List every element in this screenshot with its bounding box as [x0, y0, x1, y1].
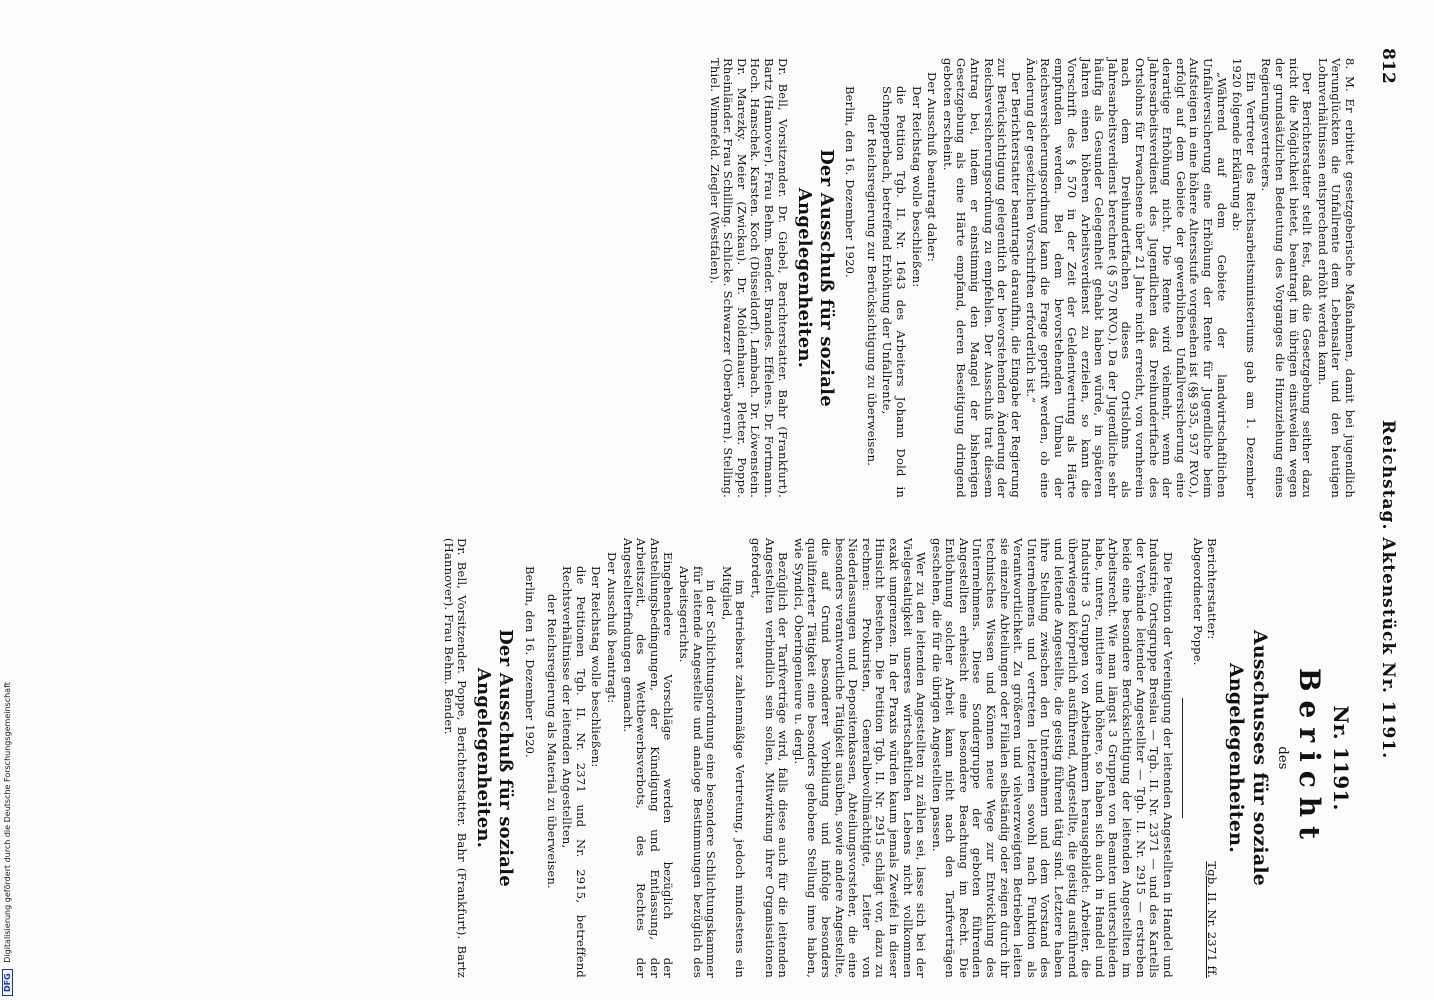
- rapporteur-block: [1191, 538, 1218, 666]
- rotated-document-page: [30, 40, 1400, 1000]
- motion-line: die Petition Tgb. II. Nr. 1643 des Arbeiters Johann Dold in Schnepperbach, betreffend Erhöhung der Unfallrente,: [880, 86, 908, 498]
- paragraph: Der Berichterstatter stellt fest, daß die Gesetzgebung seither dazu nicht die Möglichkeit bietet, beantragt im übrigen einstweilen wegen der grundsätzlichen Bedeutung des Vorganges die Hinzuziehung eines Regierungsvertreters.: [1259, 58, 1315, 498]
- paragraph: Ein Vertreter des Reichsarbeitsministeriums gab am 1. Dezember 1920 folgende Erklärung ab:: [1230, 58, 1258, 498]
- paragraph: in der Schlichtungsordnung eine besondere Schlichtungskammer für leitende Angestellte und analoge Bestimmungen bezüglich des Arbeitsgerichts.: [677, 566, 719, 978]
- running-title: Reichstag. Aktenstück Nr. 1191.: [1378, 420, 1398, 760]
- date-line: Berlin, den 16. Dezember 1920.: [523, 566, 538, 759]
- digitization-credit: [2, 682, 13, 996]
- paragraph: Eingehendere Vorschläge werden bezüglich der Anstellungsbedingungen, der Kündigung und Entlassung, der Arbeitszeit, des Wettbewerbsverbots, des Rechtes der Angestellterfindungen gemacht.: [620, 538, 676, 978]
- rapporteur-name: Abgeordneter Poppe.: [1191, 538, 1206, 666]
- report-title: Ausschusses für soziale Angelegenheiten.: [1225, 629, 1271, 887]
- motion-line: der Reichsregierung als Material zu überweisen.: [544, 594, 559, 889]
- document-number: Nr. 1191.: [1329, 705, 1353, 811]
- rapporteur-label: Berichterstatter:: [1205, 538, 1219, 640]
- motion-line: Der Reichstag wolle beschließen:: [589, 566, 604, 768]
- paragraph: Die Petition der Vereinigung der leitenden Angestellten in Handel und Industrie, Ortsgruppe Breslau — Tgb. II. Nr. 2371 — und des Kartells der Verbände leitender Angestellter — Tgb. II. Nr. 2915 — erstreben beide eine besondere Berücksichtigung der leitenden Angestellten im Arbeitsrecht. Wie man längst 3 Gruppen von Beamten unterschieden habe, untere, mittlere und höhere, so haben sich auch in Handel und Industrie 3 Gruppen von Arbeitnehmern herausgebildet: Arbeiter, die überwiegend körperlich ausführend, Angestellte, die geistig ausführend und leitende Angestellte, die geistig führend tätig sind. Letztere haben ihre Stellung zwischen den Unternehmern und dem Vorstand des Unternehmens und vertreten letzteren sowohl nach Funktion als Verantwortlichkeit. Zu größeren und vielverzweigten Betrieben leiten sie einzelne Abteilungen oder Filialen selbständig oder zeigen durch ihr technisches Wissen und Können neue Wege zur Entwicklung des Unternehmens. Diese Sondergruppe der geboten führenden Angestellten erheischt eine besondere Beachtung im Recht. Die Entlohnung solcher Arbeit kann nicht nach den Tarifverträgen geschehen, die für die übrigen Angestellten passen.: [929, 538, 1175, 978]
- motion-line: der Reichsregierung zur Berücksichtigung zu überweisen.: [864, 114, 879, 467]
- credit-text: Digitalisierung gefördert durch die Deutsche Forschungsgemeinschaft: [3, 682, 12, 963]
- committee-signature: Der Ausschuß für soziale Angelegenheiten.: [793, 149, 837, 407]
- committee-signature: Der Ausschuß für soziale Angelegenheiten.: [473, 629, 517, 887]
- paragraph: Der Berichterstatter beantragte daraufhin, die Eingabe der Regierung zur Berücksichtigung gelegentlich der bevorstehenden Änderung der Reichsversicherungsordnung zu empfehlen. Der Ausschuß trat diesem Antrag bei, indem er einstimmig den Mangel der bisherigen Gesetzgebung als eine Härte empfand, deren Beseitigung dringend geboten erscheint.: [940, 58, 1023, 498]
- dfg-logo: DFG: [2, 969, 13, 996]
- paragraph: Wer zu den leitenden Angestellten zu zählen sei, lasse sich bei der Vielgestaltigkeit unseres wirtschaftlichen Lebens nicht vollkommen exakt umgrenzen. In der Praxis würden kaum jemals Zweifel in dieser Hinsicht bestehen. Die Petition Tgb. II. Nr. 2915 schlägt vor, dazu zu rechnen: Prokuristen, Generalbevollmächtigte, Leiter von Niederlassungen und Depositenkassen, Abteilungsvorsteher, die eine besonders verantwortliche Tätigkeit ausüben, sowie andere Angestellte, die auf Grund besonderer Vorbildung und infolge besonders qualifizierter Tätigkeit eine besonders gehobene Stellung inne haben, wie Syndici, Oberingenieure u. dergl.: [791, 538, 929, 978]
- diary-reference: Tgb. II. Nr. 2371 ff.: [1205, 861, 1219, 978]
- paragraph: im Betriebsrat zahlenmäßige Vertretung, jedoch mindestens ein Mitglied,: [719, 566, 748, 978]
- right-column: [439, 538, 1356, 978]
- member-list: Dr. Bell, Vorsitzender. Poppe, Berichterstatter. Bahr (Frankfurt). Bartz (Hannover). Frau Behm. Bender.: [441, 538, 470, 978]
- paragraph: 8. M. Er erbittet gesetzgeberische Maßnahmen, damit bei jugendlich Verunglückten die Unfallrente dem Lebensalter und den heutigen Lohnverhältnissen entsprechend erhöht werden kann.: [1315, 58, 1357, 498]
- running-header: [1374, 40, 1398, 1000]
- motion-line: die Petitionen Tgb. II. Nr. 2371 und Nr. 2915, betreffend Rechtsverhältnisse der leitenden Angestellten,: [560, 566, 588, 978]
- report-heading: Bericht: [1293, 667, 1326, 849]
- reference-line: [1191, 538, 1218, 978]
- motion-intro: Der Ausschuß beantragt:: [605, 552, 620, 704]
- divider: [1182, 698, 1183, 818]
- motion-line: Der Reichstag wolle beschließen:: [909, 86, 924, 288]
- paragraph: Bezüglich der Tarifverträge wird, falls diese auch für die leitenden Angestellten verbindlich sein sollen, Mitwirkung ihrer Organisationen gefordert,: [749, 538, 791, 978]
- left-column: [705, 58, 1356, 498]
- motion-intro: Der Ausschuß beantragt daher:: [925, 72, 940, 262]
- page-number: 812: [1378, 48, 1398, 85]
- paragraph: „Während auf dem Gebiete der landwirtschaftlichen Unfallversicherung eine Erhöhung der Rente für Jugendliche beim Aufsteigen in eine höhere Altersstufe vorgesehen ist (§§ 935, 937 RVO.), erfolgt auf dem Gebiete der gewerblichen Unfallversicherung eine derartige Erhöhung nicht. Die Rente wird vielmehr, wenn der Jahresarbeitsverdienst des Jugendlichen das Dreihundertfache des Ortslohns für Erwachsene über 21 Jahre nicht erreicht, von vornherein nach dem Dreihundertfachen dieses Ortslohns als Jahresarbeitsverdienst berechnet (§ 570 RVO.). Da der Jugendliche sehr häufig als Gesunder Gelegenheit gehabt haben würde, in späteren Jahren einen höheren Arbeitsverdienst zu erzielen, so kann die Vorschrift des § 570 in der Zeit der Geldentwertung als Härte empfunden werden. Bei dem bevorstehenden Umbau der Reichsversicherungsordnung kann die Frage geprüft werden, ob eine Änderung der gesetzlichen Vorschriften erforderlich ist.“: [1024, 58, 1229, 498]
- report-article: des: [1275, 746, 1290, 770]
- date-line: Berlin, den 16. Dezember 1920.: [843, 86, 858, 279]
- member-list: Dr. Bell, Vorsitzender. Dr. Giebel, Berichterstatter. Bahr (Frankfurt). Bartz (Hannover). Frau Behm. Bender. Brandes. Effelens. Dr. Fortmann. Hoch. Hanschek. Karsten. Koch (Düsseldorf). Lambach. Dr. Löwenstein. Dr. Marezky. Meier (Zwickau). Dr. Moldenhauer. Pletter. Poppe. Rheinländer. Frau Schilling. Schlicke. Schwarzer (Oberbayern). Stelling. Thiel. Winnefeld. Ziegler (Westfalen).: [707, 58, 790, 498]
